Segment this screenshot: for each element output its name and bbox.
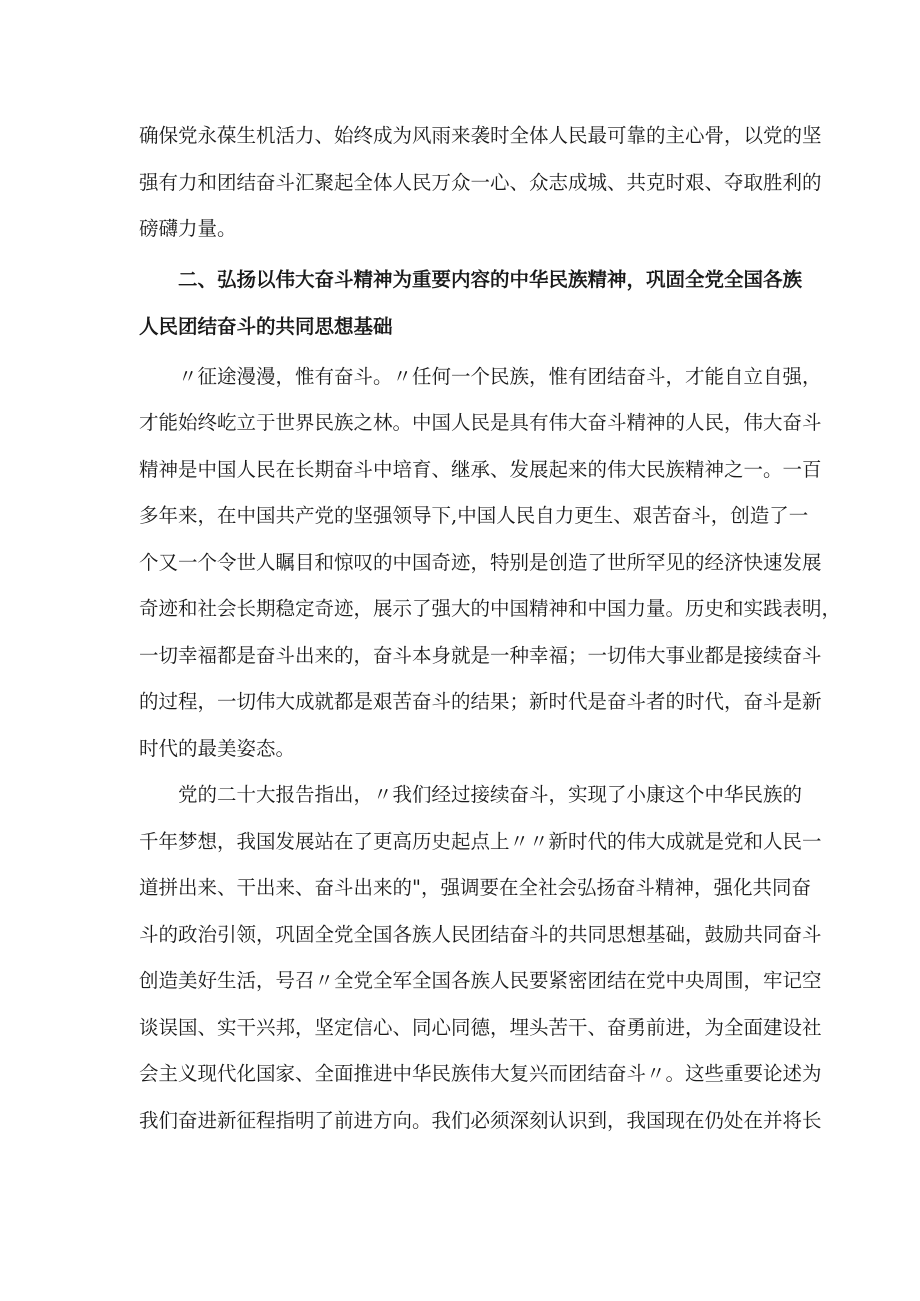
paragraph-3-line-4: 斗的政治引领，巩固全党全国各族人民团结奋斗的共同思想基础，鼓励共同奋斗 xyxy=(139,923,822,946)
paragraph-2-line-7: 一切幸福都是奋斗出来的，奋斗本身就是一种幸福；一切伟大事业都是接续奋斗 xyxy=(139,644,822,667)
paragraph-2-line-6: 奇迹和社会长期稳定奇迹，展示了强大的中国精神和中国力量。历史和实践表明， xyxy=(139,597,842,620)
section-heading-line-2: 人民团结奋斗的共同思想基础 xyxy=(139,315,393,338)
paragraph-2-line-9: 时代的最美姿态。 xyxy=(139,737,296,760)
paragraph-2-line-2: 才能始终屹立于世界民族之林。中国人民是具有伟大奋斗精神的人民，伟大奋斗 xyxy=(139,411,822,434)
paragraph-1-line-1: 确保党永葆生机活力、始终成为风雨来袭时全体人民最可靠的主心骨，以党的坚 xyxy=(139,124,822,147)
paragraph-1-line-2: 强有力和团结奋斗汇聚起全体人民万众一心、众志成城、共克时艰、夺取胜利的 xyxy=(139,171,822,194)
paragraph-3-line-6: 谈误国、实干兴邦，坚定信心、同心同德，埋头苦干、奋勇前进，为全面建设社 xyxy=(139,1016,822,1039)
paragraph-3-line-1: 党的二十大报告指出，〃我们经过接续奋斗，实现了小康这个中华民族的 xyxy=(178,783,803,806)
paragraph-2-line-8: 的过程，一切伟大成就都是艰苦奋斗的结果；新时代是奋斗者的时代，奋斗是新 xyxy=(139,690,822,713)
paragraph-2-line-5: 个又一个令世人瞩目和惊叹的中国奇迹，特别是创造了世所罕见的经济快速发展 xyxy=(139,551,822,574)
paragraph-3-line-5: 创造美好生活，号召〃全党全军全国各族人民要紧密团结在党中央周围，牢记空 xyxy=(139,969,822,992)
paragraph-2-line-1: 〃征途漫漫，惟有奋斗。〃任何一个民族，惟有团结奋斗，才能自立自强， xyxy=(178,365,822,388)
section-heading-line-1: 二、弘扬以伟大奋斗精神为重要内容的中华民族精神，巩固全党全国各族 xyxy=(178,268,803,291)
paragraph-3-line-3: 道拼出来、干出来、奋斗出来的"，强调要在全社会弘扬奋斗精神，强化共同奋 xyxy=(139,876,811,899)
paragraph-1-line-3: 磅礴力量。 xyxy=(139,217,237,240)
paragraph-3-line-7: 会主义现代化国家、全面推进中华民族伟大复兴而团结奋斗〃。这些重要论述为 xyxy=(139,1062,822,1085)
paragraph-2-line-4: 多年来，在中国共产党的坚强领导下,中国人民自力更生、艰苦奋斗，创造了一 xyxy=(139,504,809,527)
paragraph-3-line-2: 千年梦想，我国发展站在了更高历史起点上〃〃新时代的伟大成就是党和人民一 xyxy=(139,830,822,853)
paragraph-3-line-8: 我们奋进新征程指明了前进方向。我们必须深刻认识到，我国现在仍处在并将长 xyxy=(139,1109,822,1132)
paragraph-2-line-3: 精神是中国人民在长期奋斗中培育、继承、发展起来的伟大民族精神之一。一百 xyxy=(139,458,822,481)
